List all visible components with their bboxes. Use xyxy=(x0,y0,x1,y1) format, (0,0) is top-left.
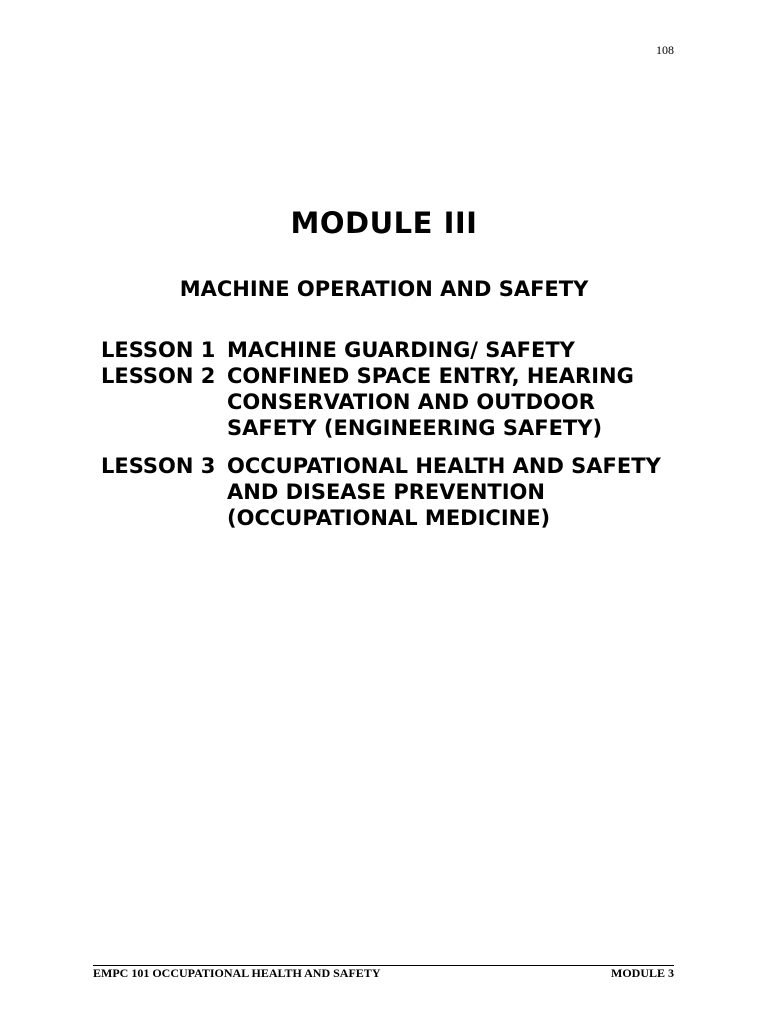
lesson-item-1 xyxy=(101,337,681,363)
footer-course-title: EMPC 101 OCCUPATIONAL HEALTH AND SAFETY xyxy=(93,966,381,980)
lesson-item-2 xyxy=(101,363,681,441)
lesson-item-3 xyxy=(101,453,681,531)
lesson-label: LESSON 3 xyxy=(101,454,216,478)
lesson-label: LESSON 2 xyxy=(101,364,216,388)
module-title: MODULE III xyxy=(290,206,478,240)
lesson-title: MACHINE GUARDING/ SAFETY xyxy=(227,338,575,362)
lesson-list xyxy=(101,337,681,531)
page-number: 108 xyxy=(656,43,674,57)
lesson-label: LESSON 1 xyxy=(101,338,216,362)
footer-module-label: MODULE 3 xyxy=(611,966,674,980)
lesson-title: CONFINED SPACE ENTRY, HEARING CONSERVATION AND OUTDOOR SAFETY (ENGINEERING SAFETY) xyxy=(227,364,634,440)
module-subtitle: MACHINE OPERATION AND SAFETY xyxy=(179,277,589,301)
lesson-title: OCCUPATIONAL HEALTH AND SAFETY AND DISEASE PREVENTION (OCCUPATIONAL MEDICINE) xyxy=(227,454,661,530)
